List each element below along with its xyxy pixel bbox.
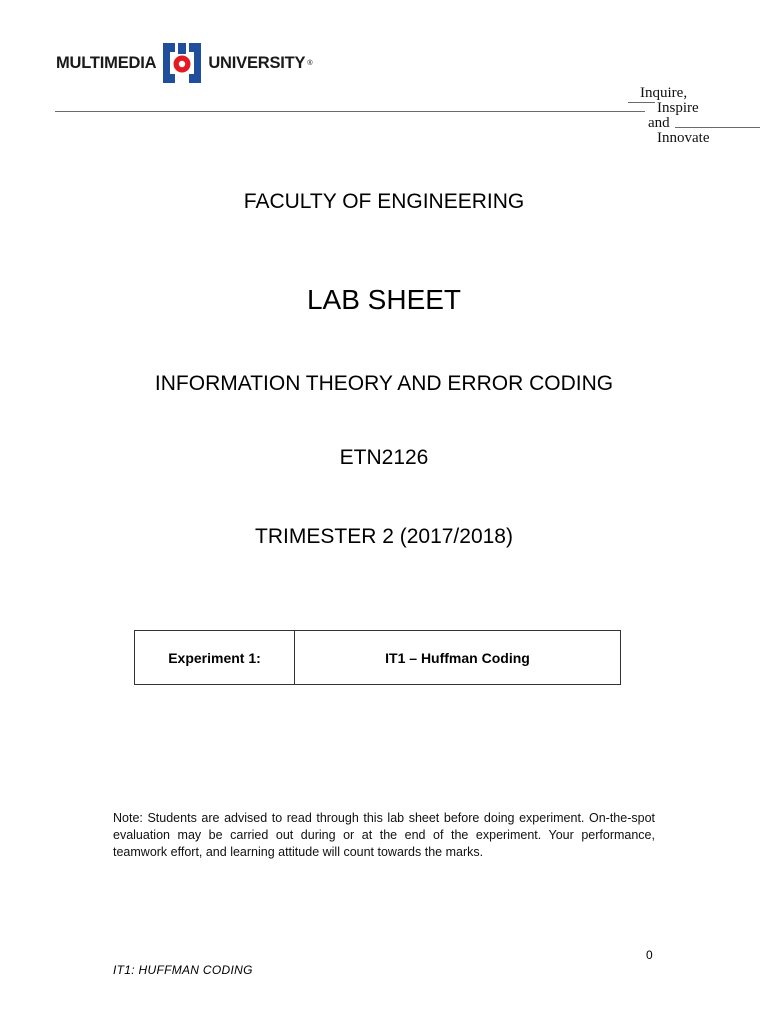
page-number: 0 <box>646 948 653 962</box>
trimester-label: TRIMESTER 2 (2017/2018) <box>255 525 513 548</box>
tagline-line: Inquire, <box>640 85 688 101</box>
page-footer: IT1: HUFFMAN CODING <box>113 963 253 977</box>
course-code: ETN2126 <box>339 446 429 469</box>
experiment-title: IT1 – Huffman Coding <box>295 631 621 685</box>
faculty-heading: FACULTY OF ENGINEERING <box>243 190 525 213</box>
header-divider <box>55 111 645 112</box>
logo-right-word: UNIVERSITY <box>208 53 306 72</box>
course-title: INFORMATION THEORY AND ERROR CODING <box>154 372 614 395</box>
document-title: LAB SHEET <box>306 284 462 315</box>
university-tagline <box>640 86 709 146</box>
experiment-label: Experiment 1: <box>135 631 295 685</box>
note-paragraph: Note: Students are advised to read through this lab sheet before doing experiment. On-the-spot evaluation may be carried out during or at the end of the experiment. Your performance, teamwork effort, and learning attitude will count towards the marks. <box>113 811 655 859</box>
university-logo <box>56 40 313 86</box>
registered-mark: ® <box>307 59 313 67</box>
experiment-table <box>134 630 621 685</box>
table-row <box>135 631 621 685</box>
university-emblem-icon <box>159 40 205 86</box>
logo-left-word: MULTIMEDIA <box>56 53 157 72</box>
tagline-line: and <box>648 115 670 131</box>
tagline-line: Inspire <box>657 100 699 116</box>
tagline-line: Innovate <box>657 130 710 146</box>
